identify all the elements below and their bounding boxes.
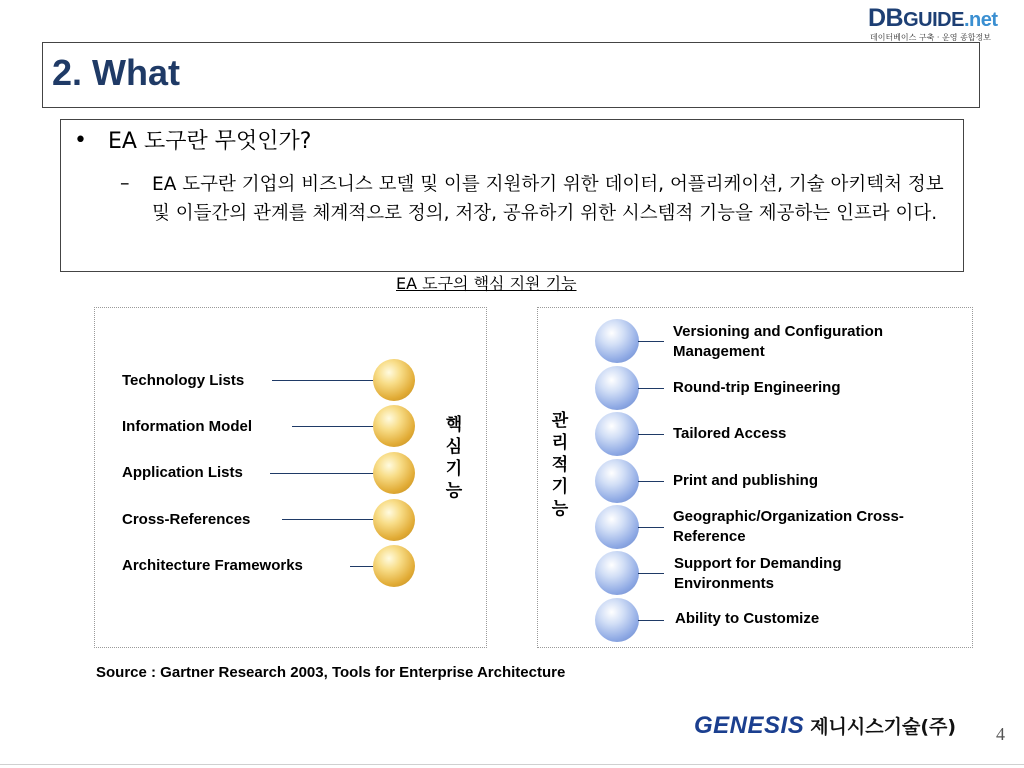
dbguide-logo [866, 4, 1016, 44]
source-citation: Source : Gartner Research 2003, Tools for Enterprise Architecture [96, 664, 566, 681]
gold-sphere [373, 499, 415, 541]
figure-caption: EA 도구의 핵심 지원 기능 [396, 274, 577, 293]
blue-sphere [595, 366, 639, 410]
connector-line [638, 388, 664, 389]
genesis-logo [694, 712, 956, 740]
management-functions-vertical-label: 관리적 기능 [551, 411, 569, 519]
bullet-heading: EA 도구란 무엇인가? [108, 129, 312, 154]
title-box [42, 42, 980, 108]
gold-sphere [373, 359, 415, 401]
logo-net: .net [963, 9, 998, 31]
management-item-label: Print and publishing [673, 472, 818, 489]
gold-sphere [373, 452, 415, 494]
core-item-label: Application Lists [122, 464, 243, 481]
blue-sphere [595, 319, 639, 363]
core-item-label: Cross-References [122, 511, 251, 528]
logo-subtitle: 데이터베이스 구축 · 운영 종합정보 [870, 33, 991, 42]
sub-bullet-marker: – [120, 172, 130, 194]
connector-line [638, 527, 664, 528]
blue-sphere [595, 505, 639, 549]
logo-guide: GUIDE [903, 9, 964, 31]
management-item-label: Round-trip Engineering [673, 379, 841, 396]
core-item-label: Technology Lists [122, 372, 245, 389]
blue-sphere [595, 598, 639, 642]
page-number: 4 [996, 724, 1005, 744]
company-mark: GENESIS [694, 712, 805, 739]
core-functions-vertical-label: 핵심 기능 [445, 415, 463, 501]
blue-sphere [595, 412, 639, 456]
connector-line [292, 426, 374, 427]
definition-text: EA 도구란 기업의 비즈니스 모델 및 이를 지원하기 위한 데이터, 어플리케이션, 기술 아키텍처 정보 및 이들간의 관계를 체계적으로 정의, 저장, 공유하기 위한 시스템적 기능을 제공하는 인프라 이다. [152, 174, 944, 224]
gold-sphere [373, 405, 415, 447]
management-item-label: Versioning and Configuration Management [673, 323, 883, 360]
connector-line [638, 481, 664, 482]
company-name: 제니시스기술(주) [810, 716, 957, 738]
connector-line [272, 380, 374, 381]
connector-line [638, 620, 664, 621]
management-item-label: Tailored Access [673, 425, 787, 442]
connector-line [638, 341, 664, 342]
bottom-divider [0, 764, 1024, 765]
gold-sphere [373, 545, 415, 587]
blue-sphere [595, 459, 639, 503]
connector-line [350, 566, 374, 567]
management-item-label: Ability to Customize [675, 610, 820, 627]
management-item-label: Support for Demanding Environments [674, 555, 842, 592]
blue-sphere [595, 551, 639, 595]
bullet-marker: • [74, 128, 87, 153]
connector-line [282, 519, 374, 520]
page-title: 2. What [52, 52, 181, 93]
core-item-label: Architecture Frameworks [122, 557, 303, 574]
connector-line [638, 434, 664, 435]
management-item-label: Geographic/Organization Cross-Reference [673, 508, 904, 545]
core-item-label: Information Model [122, 418, 252, 435]
logo-db: DB [868, 4, 904, 32]
connector-line [270, 473, 374, 474]
connector-line [638, 573, 664, 574]
